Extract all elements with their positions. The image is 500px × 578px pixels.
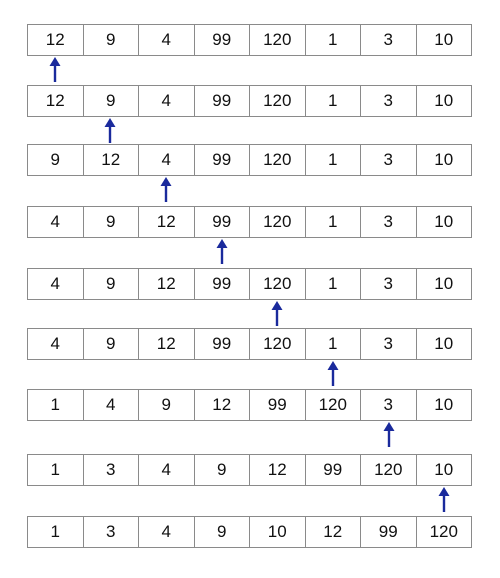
array-row-step-7	[27, 389, 472, 421]
array-cell: 9	[84, 207, 140, 237]
array-cell: 99	[195, 25, 251, 55]
array-row-step-2	[27, 85, 472, 117]
array-cell: 3	[84, 517, 140, 547]
array-cell: 12	[139, 207, 195, 237]
array-cell: 4	[139, 145, 195, 175]
array-cell: 9	[84, 269, 140, 299]
array-cell: 120	[417, 517, 473, 547]
array-cell: 1	[306, 25, 362, 55]
array-cell: 10	[417, 145, 473, 175]
array-cell: 9	[84, 25, 140, 55]
array-cell: 12	[84, 145, 140, 175]
array-cell: 120	[250, 207, 306, 237]
array-cell: 120	[250, 329, 306, 359]
array-cell: 99	[195, 269, 251, 299]
array-cell: 10	[417, 390, 473, 420]
array-cell: 120	[250, 25, 306, 55]
array-cell: 10	[417, 455, 473, 485]
array-cell: 99	[195, 145, 251, 175]
array-cell: 1	[28, 455, 84, 485]
array-cell: 10	[417, 25, 473, 55]
array-cell: 4	[28, 329, 84, 359]
array-cell: 3	[361, 207, 417, 237]
array-cell: 120	[250, 145, 306, 175]
array-row-step-8	[27, 454, 472, 486]
array-cell: 120	[361, 455, 417, 485]
array-cell: 3	[361, 145, 417, 175]
up-arrow-icon	[382, 422, 396, 450]
up-arrow-icon	[48, 57, 62, 85]
array-cell: 3	[84, 455, 140, 485]
array-cell: 4	[139, 455, 195, 485]
array-cell: 4	[139, 517, 195, 547]
up-arrow-icon	[270, 301, 284, 329]
array-cell: 10	[417, 207, 473, 237]
up-arrow-icon	[103, 118, 117, 146]
array-cell: 120	[250, 269, 306, 299]
array-cell: 3	[361, 25, 417, 55]
array-cell: 4	[139, 86, 195, 116]
array-cell: 3	[361, 329, 417, 359]
array-row-step-4	[27, 206, 472, 238]
up-arrow-icon	[159, 177, 173, 205]
array-row-step-1	[27, 24, 472, 56]
array-cell: 99	[195, 86, 251, 116]
array-cell: 1	[306, 86, 362, 116]
array-cell: 99	[250, 390, 306, 420]
array-row-step-3	[27, 144, 472, 176]
array-cell: 4	[28, 269, 84, 299]
array-cell: 99	[195, 329, 251, 359]
array-cell: 99	[306, 455, 362, 485]
array-cell: 4	[84, 390, 140, 420]
array-cell: 9	[195, 455, 251, 485]
array-cell: 120	[250, 86, 306, 116]
array-cell: 1	[28, 517, 84, 547]
array-cell: 1	[306, 207, 362, 237]
array-cell: 1	[28, 390, 84, 420]
up-arrow-icon	[215, 239, 229, 267]
array-row-step-5	[27, 268, 472, 300]
array-cell: 9	[84, 329, 140, 359]
array-cell: 12	[28, 25, 84, 55]
up-arrow-icon	[326, 361, 340, 389]
array-cell: 10	[417, 269, 473, 299]
array-cell: 120	[306, 390, 362, 420]
array-row-step-6	[27, 328, 472, 360]
array-cell: 3	[361, 269, 417, 299]
array-row-step-9	[27, 516, 472, 548]
array-cell: 12	[139, 269, 195, 299]
array-cell: 9	[28, 145, 84, 175]
array-cell: 9	[195, 517, 251, 547]
array-cell: 10	[417, 329, 473, 359]
up-arrow-icon	[437, 487, 451, 515]
array-cell: 99	[361, 517, 417, 547]
array-cell: 1	[306, 329, 362, 359]
array-cell: 3	[361, 390, 417, 420]
array-cell: 10	[250, 517, 306, 547]
array-cell: 4	[28, 207, 84, 237]
array-cell: 9	[84, 86, 140, 116]
array-cell: 12	[306, 517, 362, 547]
array-cell: 1	[306, 145, 362, 175]
array-cell: 9	[139, 390, 195, 420]
array-cell: 10	[417, 86, 473, 116]
array-cell: 1	[306, 269, 362, 299]
array-cell: 12	[250, 455, 306, 485]
array-cell: 3	[361, 86, 417, 116]
array-cell: 99	[195, 207, 251, 237]
array-cell: 12	[139, 329, 195, 359]
array-cell: 12	[195, 390, 251, 420]
array-cell: 4	[139, 25, 195, 55]
array-cell: 12	[28, 86, 84, 116]
